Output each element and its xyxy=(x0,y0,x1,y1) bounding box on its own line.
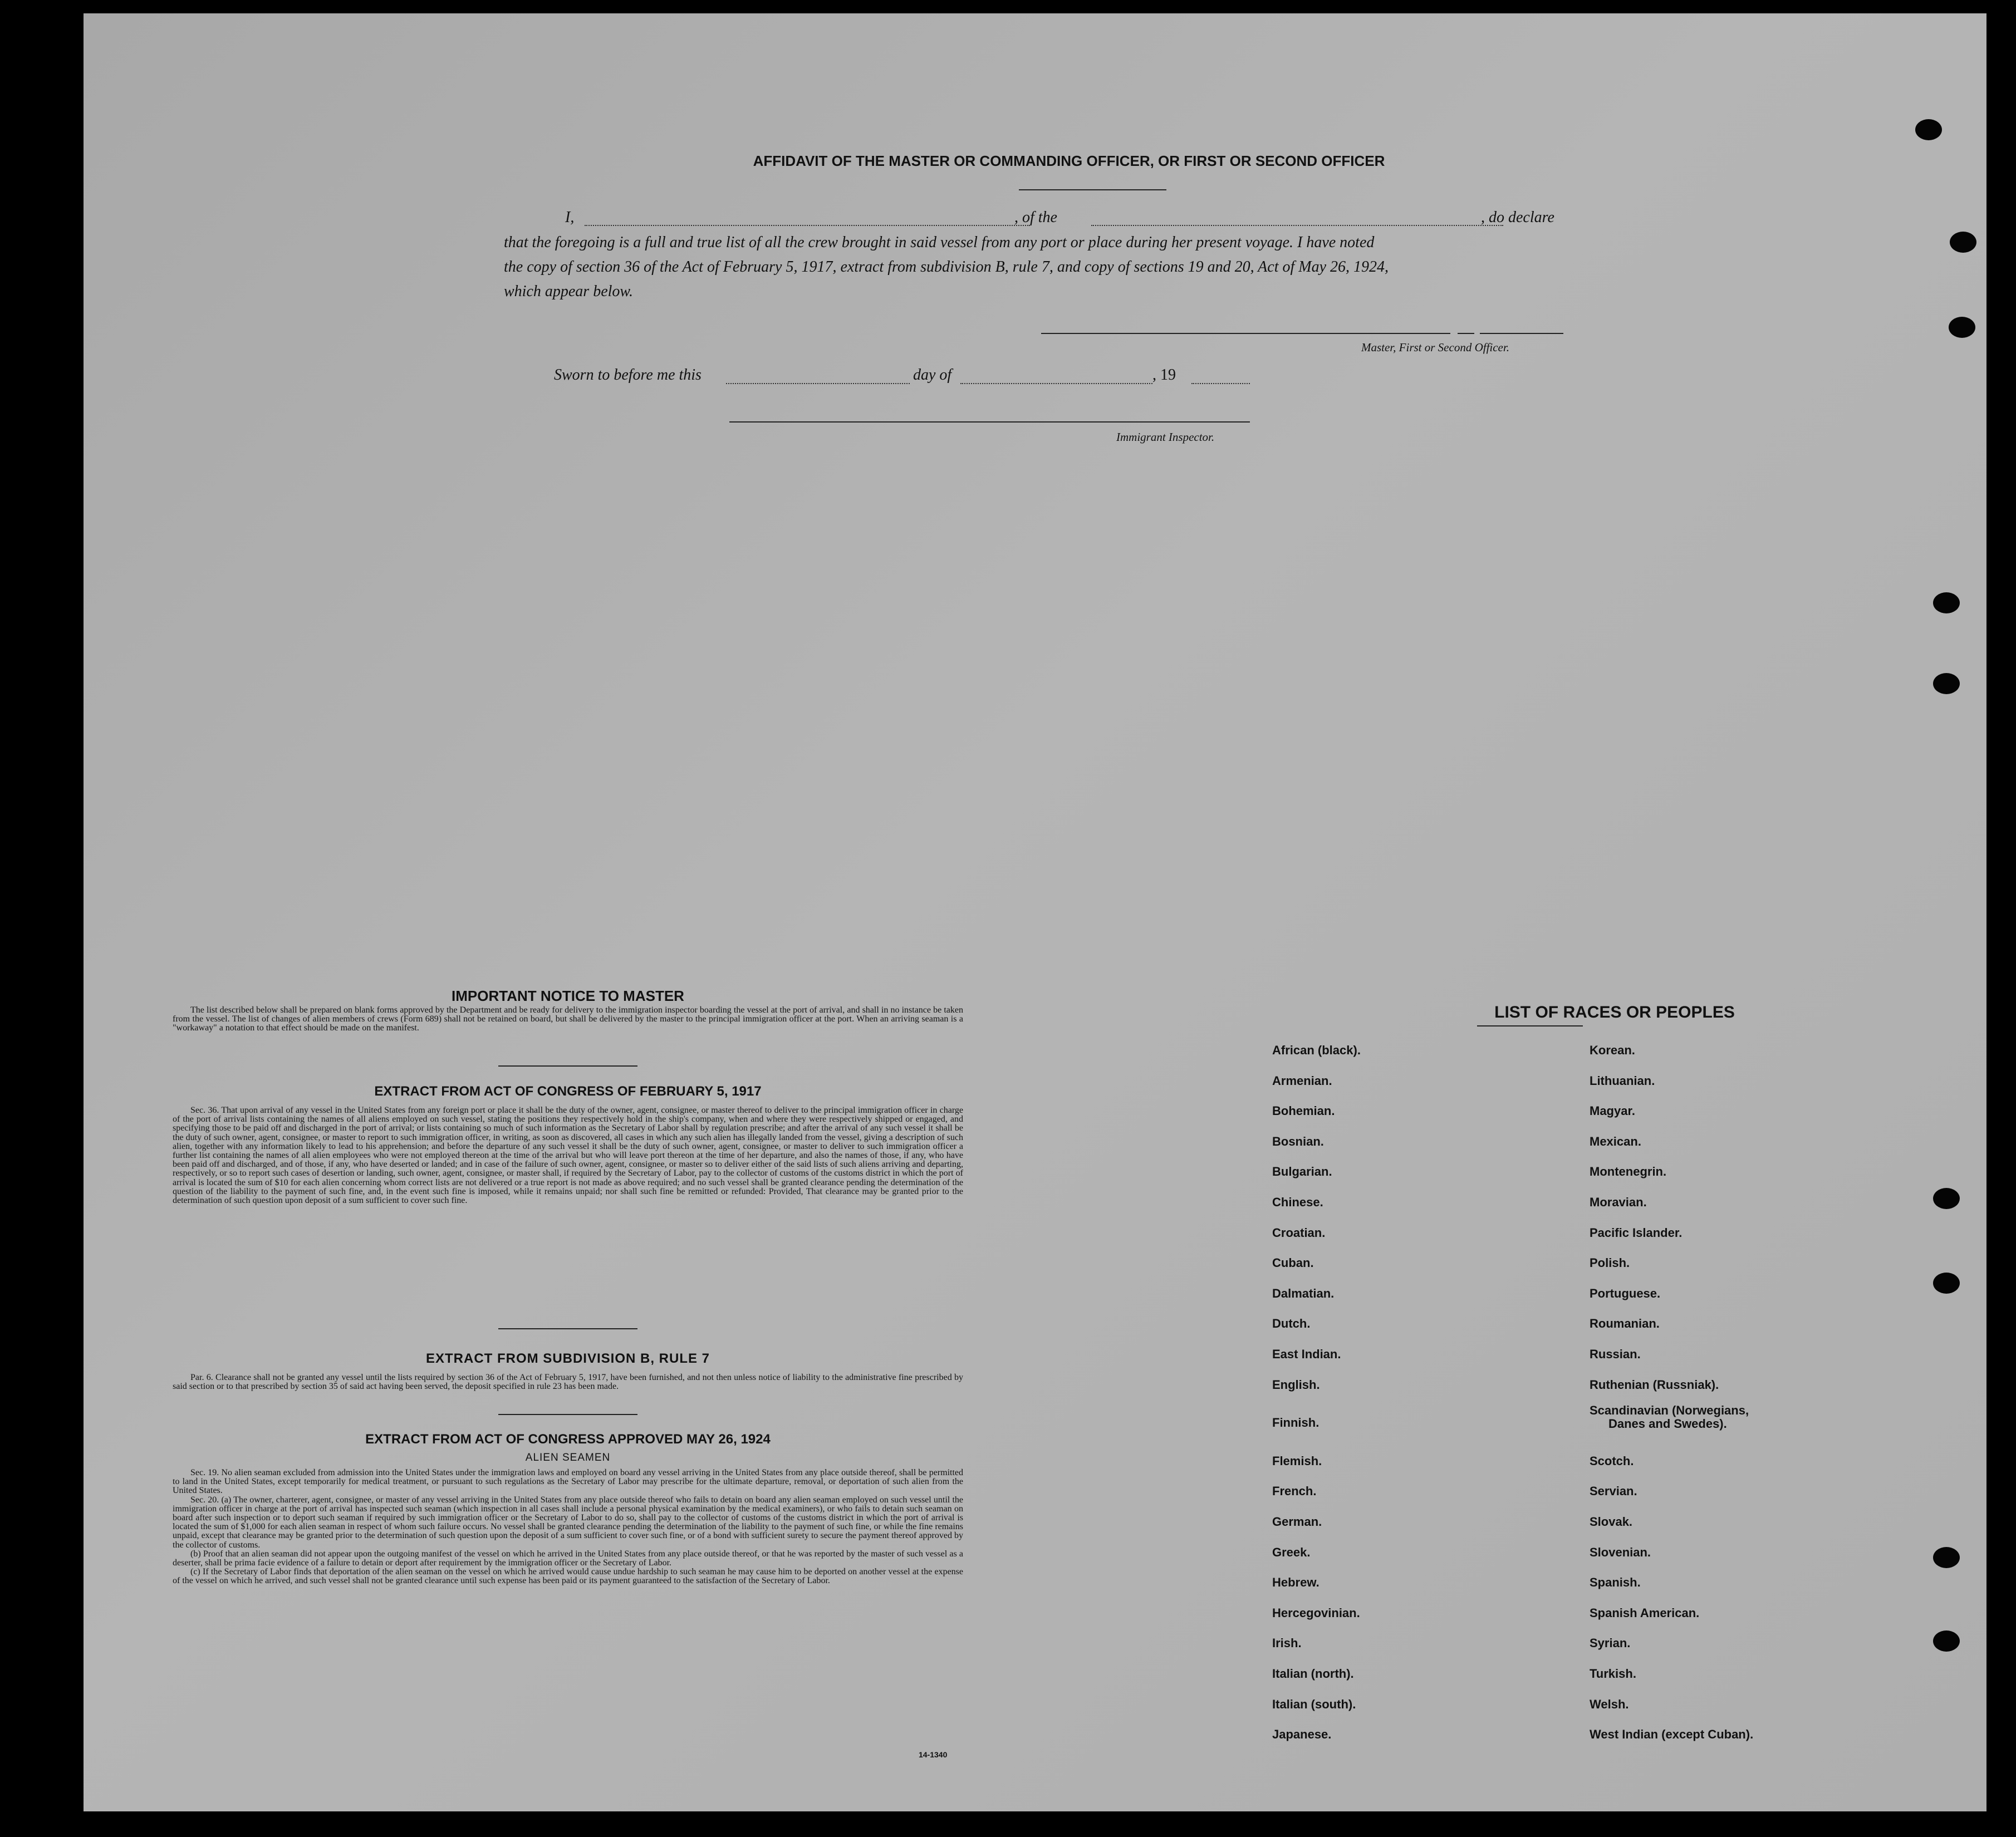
affidavit-title: AFFIDAVIT OF THE MASTER OR COMMANDING OFFICER, OR FIRST OR SECOND OFFICER xyxy=(753,153,1385,169)
race-item: Danes and Swedes). xyxy=(1608,1417,1727,1431)
affidavit-i: I, xyxy=(565,209,575,226)
punch-hole xyxy=(1933,673,1960,694)
race-item: Slovenian. xyxy=(1590,1545,1651,1559)
race-item: Montenegrin. xyxy=(1590,1165,1667,1179)
inspector-signature-line[interactable] xyxy=(729,421,1250,423)
race-item: Flemish. xyxy=(1272,1453,1322,1468)
sec-20c-paragraph: (c) If the Secretary of Labor finds that deportation of the alien seaman on the vessel on which he arrived would cause undue hardship to such seaman he may cause him to be deported on another vessel at the expense of the vessel on which he arrived, and such vessel shall not be granted clearance until such expense has been paid or its payment guaranteed to the satisfaction of the Secretary of Labor. xyxy=(173,1567,963,1586)
race-item: Moravian. xyxy=(1590,1195,1647,1209)
notice-title: IMPORTANT NOTICE TO MASTER xyxy=(452,988,684,1004)
race-item: Hebrew. xyxy=(1272,1575,1320,1590)
race-item: Bulgarian. xyxy=(1272,1165,1332,1179)
race-item: Armenian. xyxy=(1272,1073,1332,1088)
race-item: East Indian. xyxy=(1272,1347,1341,1361)
race-item: Bohemian. xyxy=(1272,1104,1335,1118)
punch-hole xyxy=(1950,232,1976,253)
act-1924-text xyxy=(173,1468,963,1586)
race-item: Irish. xyxy=(1272,1636,1302,1651)
rule-7-text xyxy=(173,1373,963,1391)
race-item: Roumanian. xyxy=(1590,1317,1660,1331)
race-item: Portuguese. xyxy=(1590,1286,1661,1300)
form-number: 14-1340 xyxy=(919,1750,948,1759)
notice-paragraph: The list described below shall be prepared on blank forms approved by the Department and be ready for delivery to the immigration inspector boarding the vessel at the port of arrival, and shall in no instance be taken from the vessel. The list of changes of alien members of crews (Form 689) shall not be retained on board, but shall be delivered by the master to the principal immigration officer at the port. When an arriving seaman is a "workaway" a notation to that effect should be made on the manifest. xyxy=(173,1005,963,1033)
section-divider xyxy=(498,1065,637,1067)
race-item: Pacific Islander. xyxy=(1590,1225,1683,1240)
inspector-label: Immigrant Inspector. xyxy=(1116,430,1215,444)
punch-hole xyxy=(1933,592,1960,613)
sworn-day-line[interactable] xyxy=(726,383,910,384)
race-item: Spanish American. xyxy=(1590,1605,1700,1620)
races-divider xyxy=(1477,1025,1583,1026)
race-item: Dutch. xyxy=(1272,1317,1311,1331)
act-1917-title: EXTRACT FROM ACT OF CONGRESS OF FEBRUARY 5, 1917 xyxy=(374,1084,762,1099)
race-item: Spanish. xyxy=(1590,1575,1641,1590)
act-1917-paragraph: Sec. 36. That upon arrival of any vessel in the United States from any foreign port or place it shall be the duty of the owner, agent, consignee, or master thereof to deliver to the principal immigration officer in charge of the port of arrival lists containing the names of all aliens employed on such vessel, stating the positions they respectively hold in the ship's company, when and where they were respectively shipped or engaged, and specifying those to be paid off and discharged in the port of arrival; or lists containing so much of such information as the Secretary of Labor shall by regulation prescribe; and after the arrival of any such vessel it shall be the duty of such owner, agent, consignee, or master to report to such immigration officer, in writing, as soon as discovered, all cases in which any such alien has illegally landed from the vessel, giving a description of such alien, together with any information likely to lead to his apprehension; and before the departure of any such vessel it shall be the duty of such owner, agent, consignee, or master to deliver to such immigration officer a further list containing the names of all alien employees who were not employed thereon at the time of the arrival but who will leave port thereon at the time of her departure, and also the names of those, if any, who have been paid off and discharged, and of those, if any, who have deserted or landed; and in case of the failure of such owner, agent, consignee, or master so to deliver either of the said lists of such aliens arriving and departing, respectively, or so to report such cases of desertion or landing, such owner, agent, consignee, or master shall, if required by the Secretary of Labor, pay to the collector of customs of the customs district in which the port of arrival is located the sum of $10 for each alien concerning whom correct lists are not delivered or a true report is not made as above required; and no such vessel shall be granted clearance pending the determination of the question of the liability to the payment of such fine, and, in the event such fine is imposed, while it remains unpaid; nor shall such fine be remitted or refunded: Provided, That clearance may be granted prior to the determination of such question upon deposit of a sum sufficient to cover such fine. xyxy=(173,1106,963,1206)
section-divider xyxy=(498,1414,637,1415)
master-signature-line[interactable] xyxy=(1041,333,1450,334)
race-item: French. xyxy=(1272,1484,1317,1499)
race-item: Lithuanian. xyxy=(1590,1073,1655,1088)
race-item: Bosnian. xyxy=(1272,1134,1324,1148)
race-item: Cuban. xyxy=(1272,1256,1314,1270)
race-item: Croatian. xyxy=(1272,1225,1326,1240)
race-item: English. xyxy=(1272,1377,1320,1392)
act-1924-subtitle: ALIEN SEAMEN xyxy=(525,1452,611,1463)
master-name-line[interactable] xyxy=(585,225,1030,226)
affidavit-do-declare: , do declare xyxy=(1481,209,1554,226)
race-item: Mexican. xyxy=(1590,1134,1641,1148)
master-signature-line-3 xyxy=(1480,333,1563,334)
race-item: Scotch. xyxy=(1590,1453,1634,1468)
section-divider xyxy=(498,1328,637,1329)
affidavit-of-the: , of the xyxy=(1014,209,1057,226)
punch-hole xyxy=(1933,1630,1960,1652)
races-title: LIST OF RACES OR PEOPLES xyxy=(1494,1003,1735,1021)
race-item: Welsh. xyxy=(1590,1697,1629,1711)
punch-hole xyxy=(1949,317,1975,338)
rule-7-paragraph: Par. 6. Clearance shall not be granted any vessel until the lists required by section 36 of the Act of February 5, 1917, have been furnished, and not then unless notice of liability to the administrative fine prescribed by said section or to that prescribed by section 35 of said act having been served, the deposit specified in rule 23 has been made. xyxy=(173,1373,963,1392)
race-item: Finnish. xyxy=(1272,1416,1320,1430)
race-item: Turkish. xyxy=(1590,1667,1636,1681)
race-item: Syrian. xyxy=(1590,1636,1631,1651)
race-item: Italian (south). xyxy=(1272,1697,1356,1711)
year-text: , 19 xyxy=(1152,366,1176,384)
race-item: Japanese. xyxy=(1272,1727,1332,1742)
rule-7-title: EXTRACT FROM SUBDIVISION B, RULE 7 xyxy=(425,1351,710,1366)
race-item: West Indian (except Cuban). xyxy=(1590,1727,1754,1742)
race-item: Hercegovinian. xyxy=(1272,1605,1360,1620)
master-label: Master, First or Second Officer. xyxy=(1361,341,1509,354)
sec-20b-paragraph: (b) Proof that an alien seaman did not appear upon the outgoing manifest of the vessel on which he arrived in the United States from any place outside thereof, or that he was reported by the master of such vessel as a deserter, shall be prima facie evidence of a failure to detain or deport after requirement by the immigration officer or the Secretary of Labor. xyxy=(173,1549,963,1568)
punch-hole xyxy=(1915,119,1942,140)
race-item: Italian (north). xyxy=(1272,1667,1354,1681)
act-1924-title: EXTRACT FROM ACT OF CONGRESS APPROVED MAY 26, 1924 xyxy=(365,1432,771,1447)
race-item: Korean. xyxy=(1590,1043,1635,1057)
master-signature-line-2 xyxy=(1458,333,1474,334)
race-item: Slovak. xyxy=(1590,1515,1633,1529)
sworn-month-line[interactable] xyxy=(960,383,1152,384)
race-item: Russian. xyxy=(1590,1347,1641,1361)
sec-19-paragraph: Sec. 19. No alien seaman excluded from admission into the United States under the immigration laws and employed on board any vessel arriving in the United States from any place outside thereof, shall be permitted to land in the United States, except temporarily for medical treatment, or pursuant to such regulations as the Secretary of Labor may prescribe for the ultimate departure, removal, or deportation of such alien from the United States. xyxy=(173,1468,963,1496)
race-item: Scandinavian (Norwegians, xyxy=(1590,1403,1749,1418)
race-item: Greek. xyxy=(1272,1545,1311,1559)
form-page xyxy=(84,13,1986,1811)
race-item: Ruthenian (Russniak). xyxy=(1590,1377,1719,1392)
punch-hole xyxy=(1933,1273,1960,1294)
affidavit-line-3: which appear below. xyxy=(504,283,634,300)
punch-hole xyxy=(1933,1547,1960,1568)
notice-text xyxy=(173,1006,963,1033)
race-item: German. xyxy=(1272,1515,1322,1529)
punch-hole xyxy=(1933,1188,1960,1209)
race-item: African (black). xyxy=(1272,1043,1361,1057)
race-item: Chinese. xyxy=(1272,1195,1323,1209)
sec-20a-paragraph: Sec. 20. (a) The owner, charterer, agent, consignee, or master of any vessel arriving in the United States from any place outside thereof who fails to detain on board any alien seaman employed on such vessel until the immigration officer in charge at the port of arrival has inspected such seaman (which inspection in all cases shall include a personal physical examination by the medical examiners), or who fails to detain such seaman on board after such inspection or to deport such seaman if required by such immigration officer or the Secretary of Labor to do so, shall pay to the collector of customs of the customs district in which the port of arrival is located the sum of $1,000 for each alien seaman in respect of whom such failure occurs. No vessel shall be granted clearance pending the determination of the liability to the payment of such fine, or while the fine remains unpaid, except that clearance may be granted prior to the determination of such question upon the deposit of a sum sufficient to cover such fine, or of a bond with sufficient surety to secure the payment thereof approved by the collector of customs. xyxy=(173,1495,963,1550)
affidavit-line-1: that the foregoing is a full and true list of all the crew brought in said vessel from any port or place during her present voyage. I have noted xyxy=(504,234,1375,251)
day-of-text: day of xyxy=(913,366,952,384)
title-divider xyxy=(1019,189,1166,190)
race-item: Dalmatian. xyxy=(1272,1286,1335,1300)
sworn-year-line[interactable] xyxy=(1191,383,1250,384)
race-item: Magyar. xyxy=(1590,1104,1635,1118)
race-item: Polish. xyxy=(1590,1256,1630,1270)
vessel-name-line[interactable] xyxy=(1091,225,1503,226)
race-item: Servian. xyxy=(1590,1484,1637,1499)
sworn-text: Sworn to before me this xyxy=(554,366,702,384)
act-1917-text xyxy=(173,1106,963,1205)
affidavit-line-2: the copy of section 36 of the Act of February 5, 1917, extract from subdivision B, rule 7, and copy of sections 19 and 20, Act of May 26, 1924, xyxy=(504,258,1389,276)
